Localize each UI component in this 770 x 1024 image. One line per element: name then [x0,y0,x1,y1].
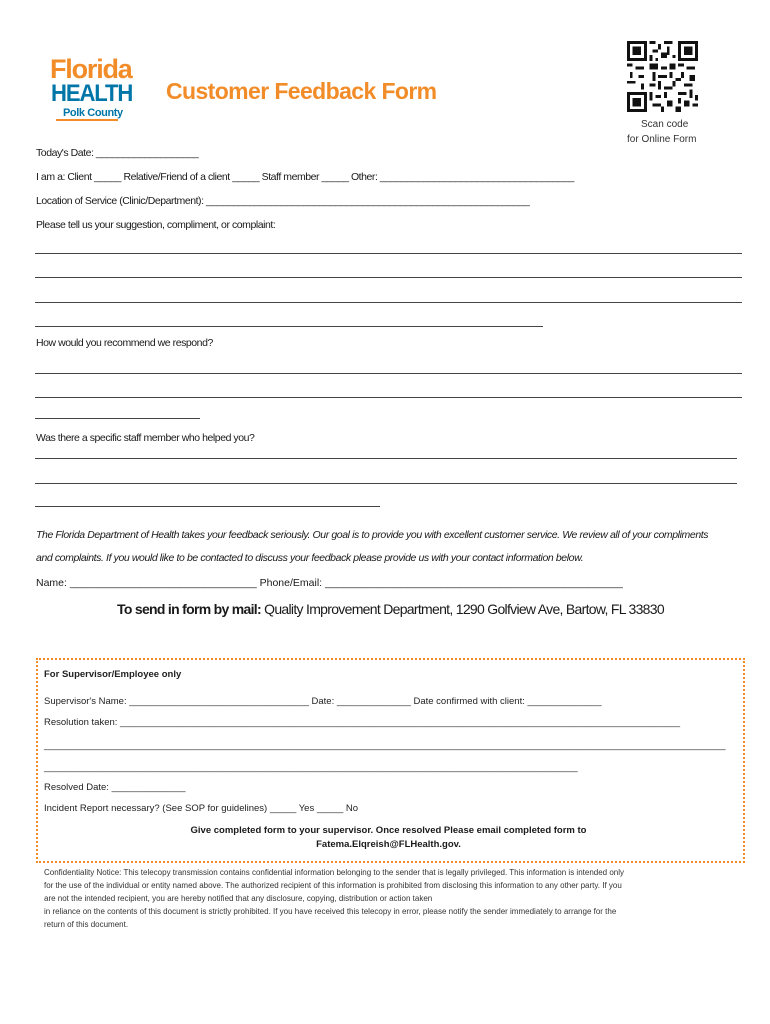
contact-email: Fatema.Elqreish@FLHealth.gov. [316,839,461,850]
confidentiality-line-4: in reliance on the contents of this document is strictly prohibited. If you have received this telecopy in error, please notify the sender immediately to arrange for the [44,907,617,916]
respond-line[interactable] [35,373,742,374]
respond-line[interactable] [35,418,200,419]
suggestion-line[interactable] [35,326,543,327]
supervisor-name-field[interactable]: Supervisor's Name: __________________________________ Date: ______________ Date confirmed with client: ______________ [44,696,602,707]
respondent-type-field[interactable]: I am a: Client _____ Relative/Friend of a client _____ Staff member _____ Other: ____________________________________ [36,171,574,183]
respond-prompt: How would you recommend we respond? [36,337,213,349]
staff-line[interactable] [35,458,737,459]
logo-health-text: HEALTH [51,80,133,107]
staff-line[interactable] [35,483,737,484]
feedback-notice-line-1: The Florida Department of Health takes your feedback seriously. Our goal is to provide you with excellent customer service. We review all of your compliments [36,529,709,541]
mail-label: To send in form by mail: [117,601,261,617]
respond-line[interactable] [35,397,742,398]
resolution-field[interactable]: Resolution taken: __________________________________________________________________________________________________________ [44,717,681,728]
suggestion-line[interactable] [35,302,742,303]
suggestion-line[interactable] [35,277,742,278]
qr-code-icon[interactable] [627,41,698,112]
suggestion-prompt: Please tell us your suggestion, compliment, or complaint: [36,219,276,231]
logo-county-text: Polk County [63,107,123,119]
resolution-line[interactable]: _________________________________________________________________________________________________________________________________ [44,740,726,751]
qr-caption-line-1: Scan code [641,119,689,130]
mail-address: Quality Improvement Department, 1290 Golfview Ave, Bartow, FL 33830 [260,601,664,617]
confidentiality-line-1: Confidentiality Notice: This telecopy transmission contains confidential information belonging to the sender that is legally privileged. This information is intended only [44,868,625,877]
contact-field[interactable]: Name: ________________________________ Phone/Email: ___________________________________________________ [36,577,623,589]
mail-address-line [117,601,664,617]
feedback-notice-line-2: and complaints. If you would like to be contacted to discuss your feedback please provide us with your contact information below. [36,552,584,564]
logo-underline [56,119,118,121]
confidentiality-line-5: return of this document. [44,920,129,929]
confidentiality-line-3: are not the intended recipient, you are hereby notified that any disclosure, copying, distribution or action taken [44,894,433,903]
page-title: Customer Feedback Form [166,78,437,104]
location-field[interactable]: Location of Service (Clinic/Department): ____________________________________________________________ [36,195,530,207]
logo-florida-text: Florida [50,54,132,84]
confidentiality-line-2: for the use of the individual or entity named above. The authorized recipient of this information is prohibited from disclosing this information to any other party. If you [44,881,622,890]
staff-prompt: Was there a specific staff member who helped you? [36,432,255,444]
suggestion-line[interactable] [35,253,742,254]
resolution-line[interactable]: _____________________________________________________________________________________________________ [44,762,578,773]
resolved-date-field[interactable]: Resolved Date: ______________ [44,782,186,793]
todays-date-field[interactable]: Today's Date: ___________________ [36,147,199,159]
incident-report-field[interactable]: Incident Report necessary? (See SOP for guidelines) _____ Yes _____ No [44,803,359,814]
qr-caption-line-2: for Online Form [627,134,697,145]
staff-line[interactable] [35,506,380,507]
give-form-instruction: Give completed form to your supervisor. Once resolved Please email completed form to [190,825,587,836]
supervisor-heading: For Supervisor/Employee only [44,669,182,680]
